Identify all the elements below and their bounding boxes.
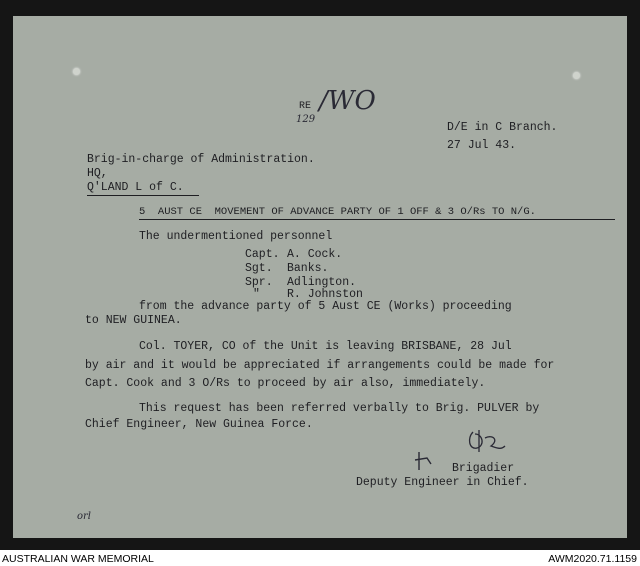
footer-institution: AUSTRALIAN WAR MEMORIAL [2, 553, 154, 565]
personnel-rank-2: Sgt. [245, 262, 273, 275]
para3-line-1: This request has been referred verbally to Brig. PULVER by [139, 402, 540, 415]
para3-line-2: Chief Engineer, New Guinea Force. [85, 418, 313, 431]
document-page [13, 16, 627, 538]
addressee-line-1: Brig-in-charge of Administration. [87, 153, 315, 166]
addressee-line-2: HQ, [87, 167, 108, 180]
para1-line-1: from the advance party of 5 Aust CE (Works) proceeding [139, 300, 512, 313]
date-line: 27 Jul 43. [447, 139, 517, 152]
punch-hole-left [73, 68, 80, 75]
para1-line-2: to NEW GUINEA. [85, 314, 182, 327]
ref-handwritten-code: /WO [319, 86, 376, 116]
intro-line: The undermentioned personnel [139, 230, 333, 243]
personnel-rank-1: Capt. [245, 248, 280, 261]
punch-hole-right [573, 72, 580, 79]
addressee-underline [87, 195, 199, 196]
subject-line: 5 AUST CE MOVEMENT OF ADVANCE PARTY OF 1 OFF & 3 O/Rs TO N/G. [139, 206, 536, 218]
personnel-name-4: R. Johnston [287, 288, 363, 301]
subject-underline [139, 219, 615, 220]
para2-line-3: Capt. Cook and 3 O/Rs to proceed by air also, immediately. [85, 377, 486, 390]
branch-line: D/E in C Branch. [447, 121, 558, 134]
signature-title-2: Deputy Engineer in Chief. [356, 476, 529, 489]
addressee-line-3: Q'LAND L of C. [87, 181, 184, 194]
handwritten-signature-mark [413, 450, 435, 472]
para2-line-2: by air and it would be appreciated if arrangements could be made for [85, 359, 555, 372]
handwritten-initial-bottom: orl [77, 511, 91, 522]
ref-handwritten-number: 129 [296, 114, 316, 125]
personnel-name-3: Adlington. [287, 276, 357, 289]
personnel-name-2: Banks. [287, 262, 329, 275]
ref-stamp-top: RE [299, 101, 312, 112]
handwritten-initials-mark [463, 424, 507, 458]
personnel-rank-3: Spr. [245, 276, 273, 289]
personnel-name-1: A. Cock. [287, 248, 343, 261]
para2-line-1: Col. TOYER, CO of the Unit is leaving BRISBANE, 28 Jul [139, 340, 512, 353]
footer-accession-number: AWM2020.71.1159 [548, 553, 637, 565]
personnel-rank-4: " [253, 288, 260, 301]
signature-title-1: Brigadier [452, 462, 515, 475]
